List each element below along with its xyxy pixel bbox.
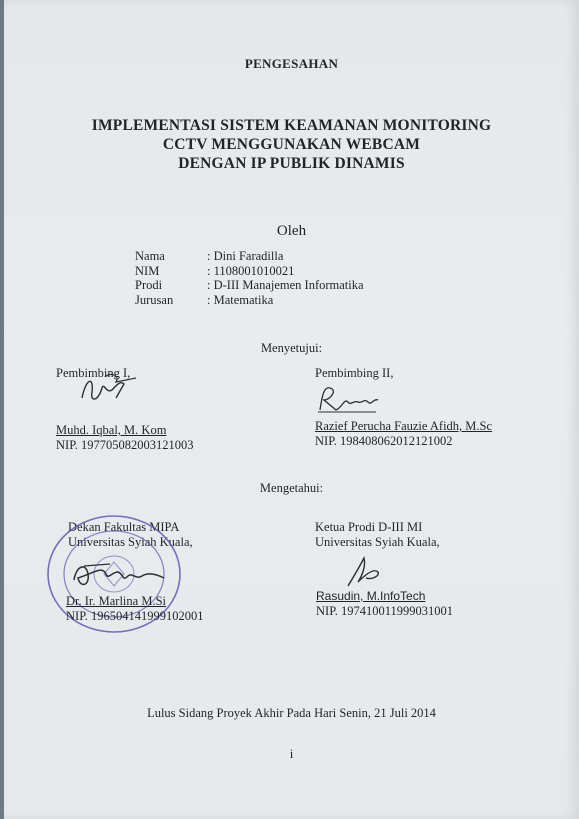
student-info — [135, 249, 364, 307]
signature-dekan — [66, 552, 176, 596]
page-number: i — [289, 746, 294, 761]
ketua-name: Rasudin, M.InfoTech — [316, 589, 426, 603]
pembimbing-1-name: Muhd. Iqbal, M. Kom — [56, 423, 167, 437]
footer-text: Lulus Sidang Proyek Akhir Pada Hari Senin, 21 Juli 2014 — [147, 706, 436, 720]
signature-pembimbing-2 — [316, 380, 386, 416]
ketua-role-line-2: Universitas Syiah Kuala, — [315, 535, 440, 549]
pembimbing-2-nip: NIP. 198408062012121002 — [315, 434, 453, 448]
info-value: : Dini Faradilla — [207, 249, 284, 263]
info-row-prodi — [135, 278, 364, 293]
page-heading: PENGESAHAN — [244, 56, 339, 71]
ketua-nip: NIP. 197410011999031001 — [316, 604, 454, 618]
title-line-1: IMPLEMENTASI SISTEM KEAMANAN MONITORING — [91, 117, 492, 134]
document-page — [4, 0, 579, 819]
dekan-role-line-2: Universitas Syiah Kuala, — [68, 535, 193, 549]
thesis-title — [4, 116, 579, 173]
info-value: : Matematika — [207, 292, 274, 307]
info-key: Prodi — [135, 278, 163, 292]
dekan-name: Dr. Ir. Marlina M.Si — [66, 594, 166, 608]
info-value: : 1108001010021 — [207, 263, 295, 278]
signature-pembimbing-1 — [76, 368, 156, 408]
oleh-label: Oleh — [276, 223, 307, 239]
info-key: NIM — [135, 263, 160, 278]
title-line-3: DENGAN IP PUBLIK DINAMIS — [178, 155, 405, 172]
title-line-2: CCTV MENGGUNAKAN WEBCAM — [162, 136, 421, 153]
info-key: Nama — [135, 249, 165, 263]
info-key: Jurusan — [135, 292, 174, 307]
info-row-nim — [135, 264, 364, 279]
info-value: : D-III Manajemen Informatika — [207, 278, 364, 292]
pembimbing-2-role: Pembimbing II, — [315, 366, 394, 380]
pembimbing-1-nip: NIP. 197705082003121003 — [56, 438, 194, 452]
pembimbing-1-role: Pembimbing I, — [56, 366, 131, 380]
ketua-role-line-1: Ketua Prodi D-III MI — [315, 520, 423, 534]
info-row-jurusan — [135, 293, 364, 308]
pembimbing-2-name: Razief Perucha Fauzie Afidh, M.Sc — [315, 419, 493, 433]
dekan-nip: NIP. 196504141999102001 — [66, 609, 204, 623]
dekan-role-line-1: Dekan Fakultas MIPA — [68, 520, 180, 534]
signature-ketua — [342, 552, 392, 592]
info-row-nama — [135, 249, 364, 264]
menyetujui-label: Menyetujui: — [260, 341, 323, 355]
mengetahui-label: Mengetahui: — [259, 481, 324, 495]
